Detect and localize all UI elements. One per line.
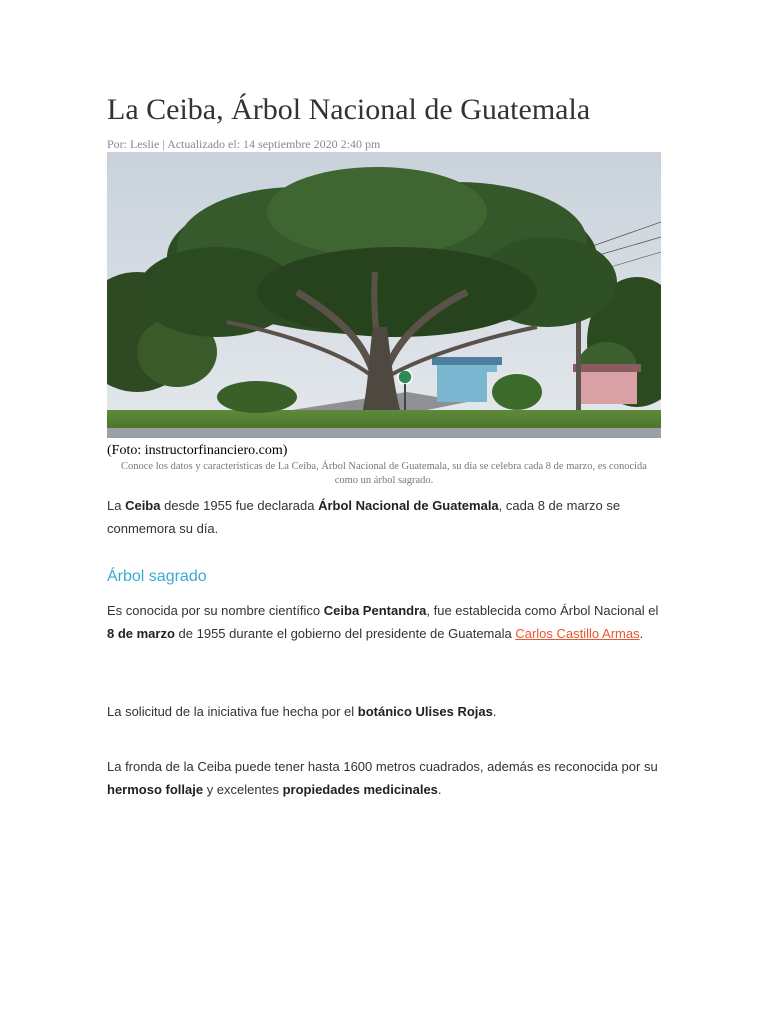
p1-text-3: de 1955 durante el gobierno del presidente de Guatemala bbox=[174, 626, 516, 641]
p1-text-1: Es conocida por su nombre científico bbox=[107, 603, 324, 618]
ceiba-tree-image bbox=[107, 152, 661, 438]
p1-bold-8-de-marzo: 8 de marzo bbox=[107, 626, 175, 641]
p3-text-1: La fronda de la Ceiba puede tener hasta 1600 metros cuadrados, además es reconocida por su bbox=[107, 759, 658, 774]
p2-text-1: La solicitud de la iniciativa fue hecha por el bbox=[107, 704, 358, 719]
p3-text-2: y excelentes bbox=[203, 782, 283, 797]
photo-caption: Conoce los datos y características de La Ceiba, Árbol Nacional de Guatemala, su día se celebra cada 8 de marzo, es conocida como un árbol sagrado. bbox=[121, 461, 647, 486]
intro-text-3: , cada 8 de marzo se conmemora su día. bbox=[107, 498, 621, 536]
p3-bold-hermoso-follaje: hermoso follaje bbox=[107, 782, 204, 797]
p1-bold-ceiba-pentandra: Ceiba Pentandra bbox=[323, 603, 427, 618]
intro-bold-ceiba: Ceiba bbox=[125, 498, 161, 513]
p2-text-2: . bbox=[492, 704, 497, 719]
paragraph-scientific-name bbox=[107, 599, 667, 645]
ceiba-tree-photo bbox=[107, 152, 661, 438]
intro-paragraph bbox=[107, 494, 667, 540]
p1-text-2: , fue establecida como Árbol Nacional el bbox=[426, 603, 659, 618]
p1-text-4: . bbox=[639, 626, 644, 641]
photo-credit: (Foto: instructorfinanciero.com) bbox=[107, 443, 288, 458]
section-heading-arbol-sagrado: Árbol sagrado bbox=[107, 568, 207, 585]
intro-text-1: La bbox=[107, 498, 126, 513]
link-carlos-castillo-armas[interactable]: Carlos Castillo Armas bbox=[515, 626, 640, 641]
intro-bold-arbol-nacional: Árbol Nacional de Guatemala bbox=[318, 498, 499, 513]
intro-text-2: desde 1955 fue declarada bbox=[160, 498, 319, 513]
p3-text-3: . bbox=[437, 782, 442, 797]
paragraph-fronda bbox=[107, 755, 667, 801]
p3-bold-propiedades-medicinales: propiedades medicinales bbox=[282, 782, 438, 797]
p2-bold-botanico: botánico Ulises Rojas bbox=[357, 704, 493, 719]
paragraph-solicitud bbox=[107, 700, 667, 723]
article-byline: Por: Leslie | Actualizado el: 14 septiembre 2020 2:40 pm bbox=[107, 137, 381, 151]
article-title: La Ceiba, Árbol Nacional de Guatemala bbox=[107, 93, 591, 126]
